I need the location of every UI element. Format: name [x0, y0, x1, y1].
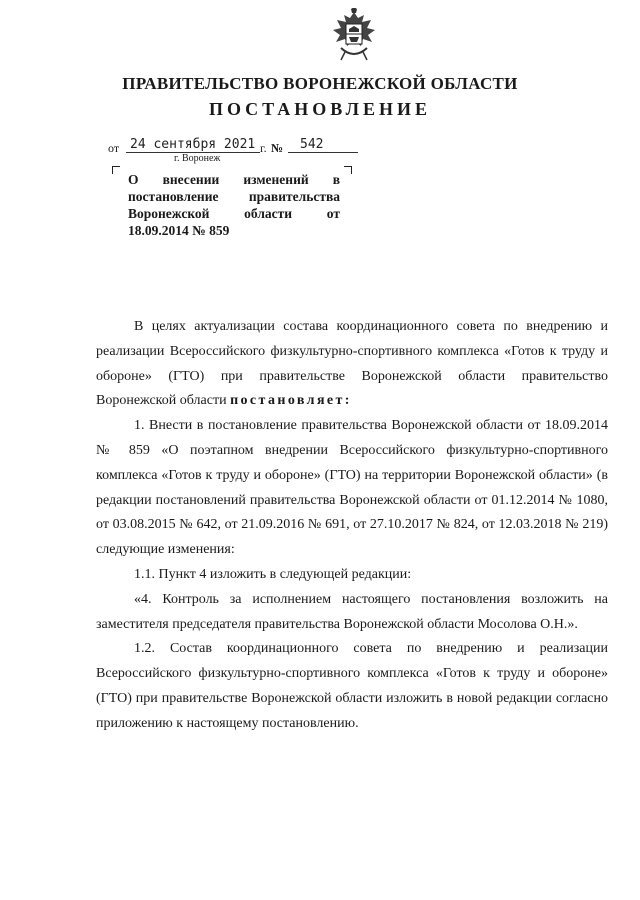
subject-corner-left: [112, 166, 120, 174]
subject-line-4: 18.09.2014 № 859: [128, 223, 230, 238]
item-1-1-paragraph: 1.1. Пункт 4 изложить в следующей редакции:: [134, 566, 412, 582]
item-1-paragraph: 1. Внести в постановление правительства Воронежской области от 18.09.2014 № 859 «О поэтапном внедрении Всероссийского физкультурно-спортивного комплекса «Готов к труду и обороне» (ГТО) на территории Воронежской области» (в редакции постановлений правительства Воронежской области от 01.12.2014 № 1080, от 03.08.2015 № 642, от 21.09.2016 № 691, от 27.10.2017 № 824, от 12.03.2018 № 219) следующие изменения:: [96, 418, 608, 558]
preamble-paragraph: [96, 315, 608, 414]
subject-word: области: [244, 206, 293, 221]
subject-word: О: [128, 172, 139, 187]
city-label: г. Воронеж: [174, 153, 221, 164]
document-type-title: ПОСТАНОВЛЕНИЕ: [208, 99, 432, 119]
year-suffix: г.: [260, 141, 267, 155]
subject-word: внесении: [162, 172, 220, 187]
subject-word: в: [332, 172, 340, 187]
decree-number: 542: [300, 137, 324, 152]
date-number-line: [108, 137, 368, 159]
item-1-2-paragraph: 1.2. Состав координационного совета по внедрению и реализации Всероссийского физкультурно-спортивного комплекса «Готов к труду и обороне» (ГТО) при правительстве Воронежской области изложить в новой редакции согласно приложению к настоящему постановлению.: [96, 641, 608, 731]
number-label: №: [271, 141, 284, 155]
decree-body: [96, 315, 608, 737]
preamble-text: В целях актуализации состава координационного совета по внедрению и реализации Всероссийского физкультурно-спортивного комплекса «Готов к труду и обороне» (ГТО) при правительстве Воронежской области правительство Воронежской области: [96, 319, 608, 409]
decree-subject: [128, 171, 340, 239]
subject-line-2: [128, 188, 340, 205]
subject-word: изменений: [243, 172, 309, 187]
item-4-quote-paragraph: «4. Контроль за исполнением настоящего постановления возложить на заместителя председателя правительства Воронежской области Мосолова О.Н.».: [96, 591, 608, 632]
subject-word: от: [326, 206, 340, 221]
government-title: ПРАВИТЕЛЬСТВО ВОРОНЕЖСКОЙ ОБЛАСТИ: [122, 74, 518, 93]
decree-date: 24 сентября 2021: [130, 137, 256, 152]
number-rule: [288, 152, 358, 153]
subject-word: постановление: [128, 189, 219, 204]
subject-word: правительства: [248, 189, 340, 204]
subject-word: Воронежской: [128, 206, 210, 221]
from-label: от: [108, 141, 120, 155]
subject-line-1: [128, 171, 340, 188]
resolves-emphasis: постановляет:: [230, 393, 352, 409]
subject-line-3: [128, 205, 340, 222]
coat-of-arms-icon: [327, 8, 381, 68]
subject-corner-right: [344, 166, 352, 174]
